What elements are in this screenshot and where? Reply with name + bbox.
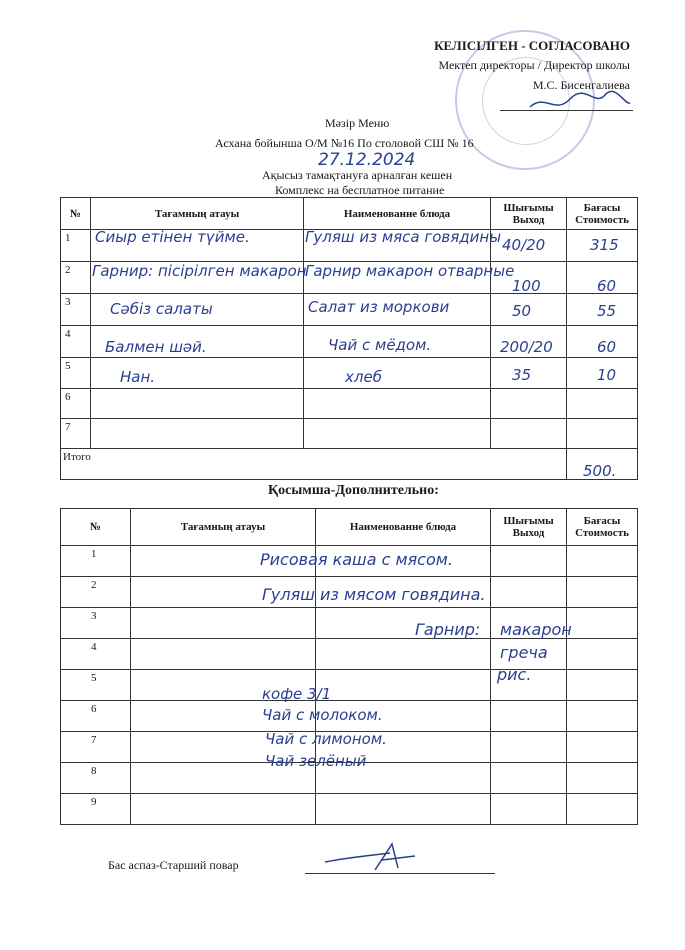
extra-row-number: 2 [61, 577, 131, 608]
row2-output: 100 [512, 277, 541, 295]
extra-col-header-number: № [61, 509, 131, 546]
table-row [61, 670, 638, 701]
extra-col-header-output: Шығымы Выход [491, 509, 567, 546]
row3-output: 50 [512, 302, 532, 320]
extra-note-9: Чай с лимоном. [265, 730, 387, 748]
col-header-number: № [61, 198, 91, 230]
row5-name-kz: Нан. [120, 368, 156, 386]
extra-note-4: макарон [500, 620, 572, 639]
extra-row-number: 4 [61, 639, 131, 670]
row-number: 2 [61, 262, 91, 294]
total-row [61, 449, 638, 480]
extra-row-number: 9 [61, 794, 131, 825]
table-row [61, 389, 638, 419]
extra-row-number: 6 [61, 701, 131, 732]
row-number: 5 [61, 358, 91, 389]
total-value: 500. [583, 462, 617, 480]
extra-col-header-name-ru: Наименованне блюда [316, 509, 491, 546]
row-number: 4 [61, 326, 91, 358]
approval-name: М.С. Бисенгалиева [532, 78, 630, 92]
row1-name-ru: Гуляш из мяса говядины [305, 228, 502, 246]
row4-output: 200/20 [500, 338, 553, 356]
extra-note-8: Чай с молоком. [262, 706, 383, 724]
col-header-output: Шығымы Выход [491, 198, 567, 230]
extra-title: Қосымша-Дополнительно: [268, 483, 439, 498]
row-number: 1 [61, 230, 91, 262]
extra-col-header-cost: Бағасы Стоимость [567, 509, 638, 546]
row5-cost: 10 [597, 366, 617, 384]
col-header-name-ru: Наименованне блюда [304, 198, 491, 230]
row2-cost: 60 [597, 277, 617, 295]
row5-name-ru: хлеб [345, 368, 382, 386]
extra-row-number: 3 [61, 608, 131, 639]
col-header-cost: Бағасы Стоимость [567, 198, 638, 230]
extra-note-6: рис. [497, 665, 532, 684]
extra-note-3: Гарнир: [415, 620, 481, 639]
row3-name-kz: Сәбіз салаты [110, 300, 213, 318]
row5-output: 35 [512, 366, 532, 384]
row-number: 7 [61, 419, 91, 449]
extra-col-header-name-kz: Тағамның атауы [131, 509, 316, 546]
chef-signature [320, 838, 420, 876]
chef-label: Бас аспаз-Старший повар [108, 858, 239, 872]
col-header-name-kz: Тағамның атауы [91, 198, 304, 230]
row1-name-kz: Сиыр етінен түйме. [95, 228, 250, 246]
row-number: 3 [61, 294, 91, 326]
menu-date: 27.12.2024 [318, 150, 416, 170]
extra-row-number: 8 [61, 763, 131, 794]
row2-name-kz: Гарнир: пісірілген макарон [92, 262, 307, 280]
complex-ru: Комплекс на бесплатное питание [275, 183, 445, 197]
row2-name-ru: Гарнир макарон отварные [305, 262, 515, 280]
director-signature [525, 85, 635, 120]
menu-title: Мәзір Меню [325, 116, 390, 130]
extra-row-number: 7 [61, 732, 131, 763]
extra-row-number: 1 [61, 546, 131, 577]
extra-note-2: Гуляш из мясом говядина. [262, 585, 486, 604]
total-label: Итого [61, 449, 567, 480]
row-number: 6 [61, 389, 91, 419]
row4-name-ru: Чай с мёдом. [328, 336, 432, 354]
table-row [61, 419, 638, 449]
complex-kz: Ақысыз тамақтануға арналған кешен [262, 168, 453, 182]
table-row [61, 639, 638, 670]
extra-row-number: 5 [61, 670, 131, 701]
row3-cost: 55 [597, 302, 617, 320]
extra-note-10: Чай зелёный [265, 752, 367, 770]
canteen-line: Асхана бойынша О/М №16 По столовой СШ № 16 [215, 136, 474, 150]
extra-note-7: кофе 3/1 [262, 685, 332, 703]
extra-note-1: Рисовая каша с мясом. [260, 550, 453, 569]
row4-name-kz: Балмен шәй. [105, 338, 207, 356]
approval-position: Мектеп директоры / Директор школы [438, 58, 630, 72]
extra-note-5: греча [500, 643, 548, 662]
row3-name-ru: Салат из моркови [308, 298, 450, 316]
row4-cost: 60 [597, 338, 617, 356]
row1-output: 40/20 [502, 236, 546, 254]
row1-cost: 315 [590, 236, 619, 254]
approval-title: КЕЛІСІЛГЕН - СОГЛАСОВАНО [434, 38, 630, 53]
table-row [61, 794, 638, 825]
